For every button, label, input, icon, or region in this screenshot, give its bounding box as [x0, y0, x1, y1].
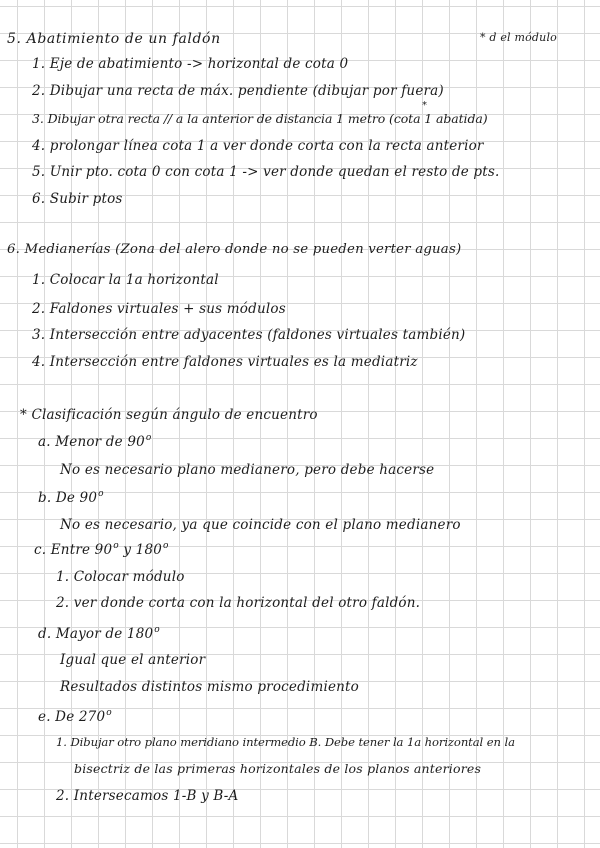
top-right-note: * d el módulo [480, 31, 557, 44]
section-6-item-4: 4. Intersección entre faldones virtuales es la mediatriz [32, 354, 418, 370]
class-e-label: e. De 270$^o$ [38, 708, 112, 725]
class-c-label: c. Entre 90$^o$ y 180$^o$ [34, 541, 169, 558]
degree-mark: o [163, 541, 169, 551]
class-a-note: No es necesario plano medianero, pero debe hacerse [60, 462, 435, 478]
class-a-label: a. Menor de 90$^o$ [38, 433, 152, 450]
class-c-step-1: 1. Colocar módulo [56, 569, 185, 585]
section-5-item-2: 2. Dibujar una recta de máx. pendiente (dibujar por fuera) [32, 83, 444, 99]
class-d-label: d. Mayor de 180$^o$ [38, 625, 160, 642]
section-6-item-3: 3. Intersección entre adyacentes (faldones virtuales también) [32, 327, 466, 343]
class-b-label: b. De 90$^o$ [38, 489, 104, 506]
class-e-step-1-cont: bisectriz de las primeras horizontales de los planos anteriores [74, 761, 482, 776]
section-5-item-6: 6. Subir ptos [32, 191, 123, 207]
classification-title: * Clasificación según ángulo de encuentro [20, 407, 318, 423]
section-5-item-4: 4. prolongar línea cota 1 a ver donde corta con la recta anterior [32, 138, 484, 154]
section-5-item-5: 5. Unir pto. cota 0 con cota 1 -> ver donde quedan el resto de pts. [32, 164, 500, 180]
section-5-item-3: 3. Dibujar otra recta // a la anterior de distancia 1 metro (cota 1 abatida) [32, 111, 488, 126]
section-6-item-1: 1. Colocar la 1a horizontal [32, 272, 219, 288]
section-6-item-2: 2. Faldones virtuales + sus módulos [32, 301, 286, 317]
class-c-step-2: 2. ver donde corta con la horizontal del otro faldón. [56, 595, 421, 611]
degree-mark: o [106, 708, 112, 718]
section-5-item-3-asterisk: * [422, 100, 427, 111]
class-e-step-2: 2. Intersecamos 1-B y B-A [56, 788, 239, 804]
section-5-item-1: 1. Eje de abatimiento -> horizontal de cota 0 [32, 56, 349, 72]
class-b-note: No es necesario, ya que coincide con el plano medianero [60, 517, 461, 533]
degree-mark: o [145, 433, 152, 443]
section-5-title: 5. Abatimiento de un faldón [7, 31, 221, 47]
degree-mark: o [98, 489, 104, 499]
degree-mark: o [154, 625, 160, 635]
class-e-step-1: 1. Dibujar otro plano meridiano intermedio B. Debe tener la 1a horizontal en la [56, 735, 515, 749]
degree-mark: o [113, 541, 119, 551]
class-d-note-2: Resultados distintos mismo procedimiento [60, 679, 360, 695]
section-6-title: 6. Medianerías (Zona del alero donde no se pueden verter aguas) [7, 242, 462, 257]
class-d-note-1: Igual que el anterior [60, 652, 206, 668]
